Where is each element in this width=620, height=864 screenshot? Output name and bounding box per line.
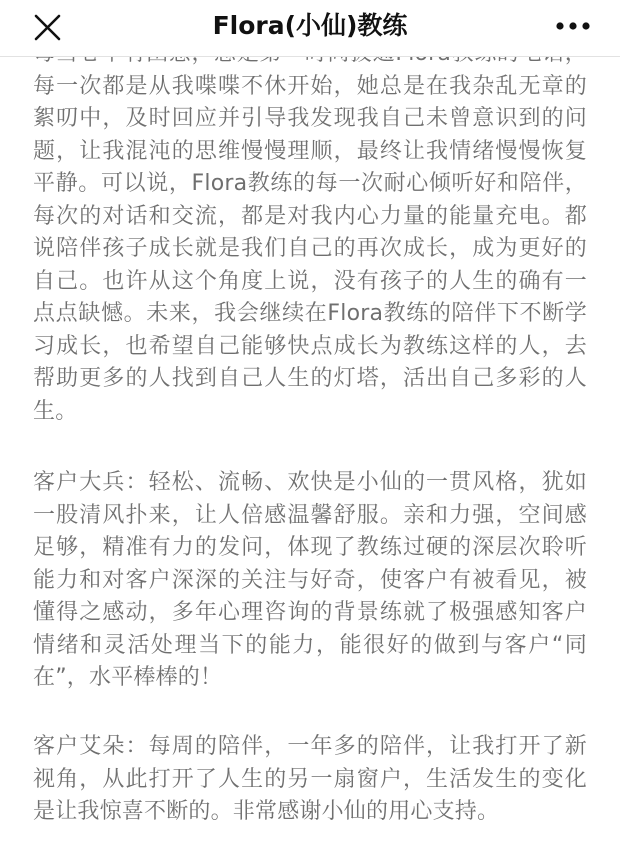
more-button[interactable] — [554, 14, 594, 38]
page-title: Flora(小仙)教练 — [212, 11, 408, 40]
close-icon — [26, 14, 68, 42]
top-nav-bar — [0, 0, 620, 57]
article-paragraph: 客户艾朵：每周的陪伴，一年多的陪伴，让我打开了新视角，从此打开了人生的另一扇窗户，生活发生的变化是让我惊喜不断的。非常感谢小仙的用心支持。 — [33, 734, 587, 824]
article-paragraph: 每一次都是从我喋喋不休开始，她总是在我杂乱无章的絮叨中，及时回应并引导我发现我自己未曾意识到的问题，让我混沌的思维慢慢理顺，最终让我情绪慢慢恢复平静。可以说，Flora教练的每一次耐心倾听好和陪伴，每次的对话和交流，都是对我内心力量的能量充电。都说陪伴孩子成长就是我们自己的再次成长，成为更好的自己。也许从这个角度上说，没有孩子的人生的确有一点点缺憾。未来，我会继续在Flora教练的陪伴下不断学习成长，也希望自己能够快点成长为教练这样的人，去帮助更多的人找到自己人生的灯塔，活出自己多彩的人生。 — [33, 73, 587, 424]
more-icon — [554, 14, 594, 38]
close-button[interactable] — [26, 14, 68, 42]
article-paragraph: 客户大兵：轻松、流畅、欢快是小仙的一贯风格，犹如一股清风扑来，让人倍感温馨舒服。亲和力强，空间感足够，精准有力的发问，体现了教练过硬的深层次聆听能力和对客户深深的关注与好奇，使客户有被看见，被懂得之感动，多年心理咨询的背景练就了极强感知客户情绪和灵活处理当下的能力，能很好的做到与客户“同在”，水平棒棒的！ — [33, 470, 587, 690]
